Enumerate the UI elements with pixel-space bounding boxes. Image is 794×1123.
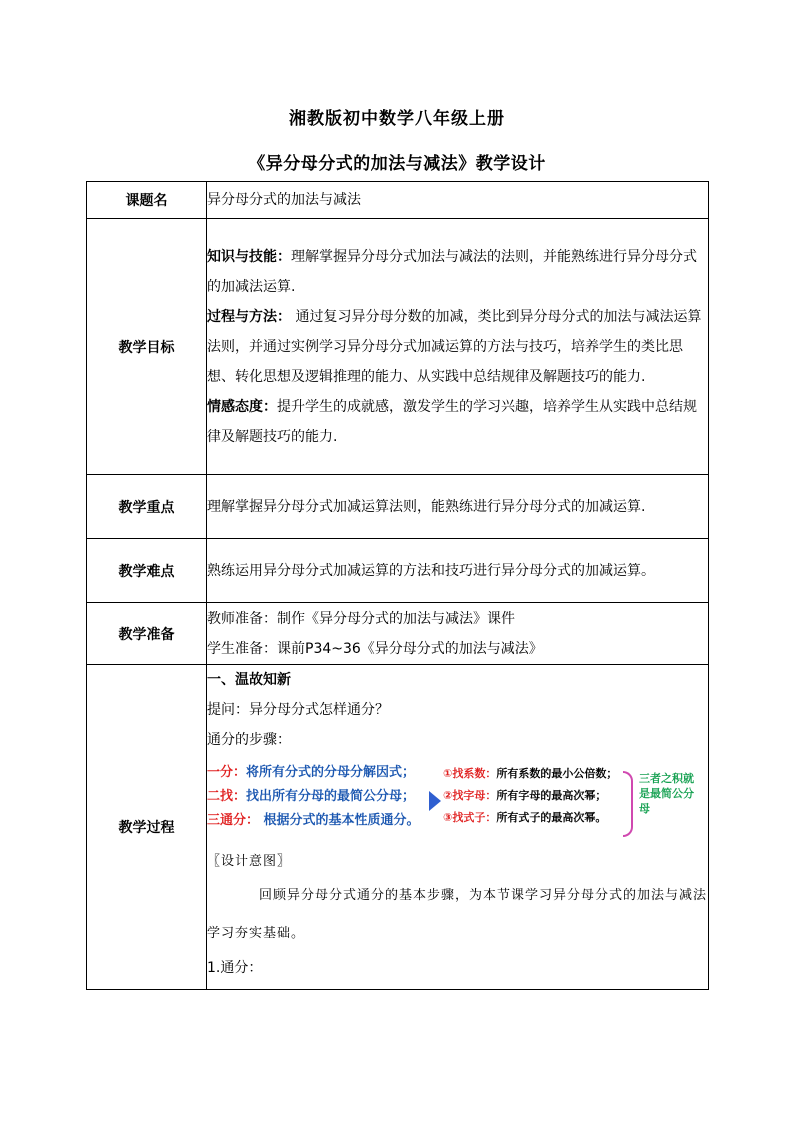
goal-knowledge-text: 理解掌握异分母分式加法与减法的法则，并能熟练进行异分母分式的加减法运算. xyxy=(207,248,697,295)
steps-summary: 三者之积就是最简公分母 xyxy=(639,772,694,815)
goal-process-head: 过程与方法： xyxy=(207,308,291,325)
step-2-key: 二找： xyxy=(207,789,247,804)
process-question: 提问：异分母分式怎样通分？ xyxy=(207,702,389,718)
step-3-text: 根据分式的基本性质通分。 xyxy=(259,813,420,828)
arrow-right-icon xyxy=(429,791,441,811)
find-1-text: 所有系数的最小公倍数； xyxy=(496,767,618,780)
row-difficulty xyxy=(87,539,709,603)
step-2-text: 找出所有分母的最简公分母； xyxy=(246,789,416,804)
steps-list xyxy=(207,761,420,833)
row-goals xyxy=(87,219,709,475)
find-2-text: 所有字母的最高次幂； xyxy=(496,789,607,802)
find-1-key: ①找系数： xyxy=(443,767,497,780)
step-1 xyxy=(207,761,420,785)
goal-emotion xyxy=(207,392,708,452)
goal-knowledge xyxy=(207,242,708,302)
step-3 xyxy=(207,809,420,833)
find-3 xyxy=(443,807,617,829)
step-3-key: 三通分： xyxy=(207,813,260,828)
find-list xyxy=(443,763,617,829)
prep-teacher: 教师准备：制作《异分母分式的加法与减法》课件 xyxy=(207,610,515,627)
find-3-text: 所有式子的最高次幂。 xyxy=(496,811,607,824)
common-denominator-steps-graphic xyxy=(207,761,708,845)
row-process xyxy=(87,665,709,990)
design-intent-text: 回顾异分母分式通分的基本步骤，为本节课学习异分母分式的加法与减法学习夯实基础。 xyxy=(207,888,708,941)
value-goals xyxy=(207,219,709,475)
find-3-key: ③找式子： xyxy=(443,811,497,824)
prep-student: 学生准备：课前P34~36《异分母分式的加法与减法》 xyxy=(207,640,543,657)
find-2 xyxy=(443,785,617,807)
label-difficulty: 教学难点 xyxy=(87,539,207,603)
value-key-point: 理解掌握异分母分式加减运算法则，能熟练进行异分母分式的加减运算. xyxy=(207,475,709,539)
value-difficulty: 熟练运用异分母分式加减运算的方法和技巧进行异分母分式的加减运算。 xyxy=(207,539,709,603)
design-intent-heading: 〖设计意图〗 xyxy=(207,854,292,869)
label-goals: 教学目标 xyxy=(87,219,207,475)
doc-title-line1: 湘教版初中数学八年级上册 xyxy=(289,109,505,129)
row-key-point xyxy=(87,475,709,539)
process-section1: 一、温故知新 xyxy=(207,672,291,688)
find-1 xyxy=(443,763,617,785)
goal-emotion-text: 提升学生的成就感，激发学生的学习兴趣，培养学生从实践中总结规律及解题技巧的能力. xyxy=(207,398,697,445)
step-2 xyxy=(207,785,420,809)
process-steps-intro: 通分的步骤： xyxy=(207,732,291,748)
find-2-key: ②找字母： xyxy=(443,789,497,802)
value-preparation xyxy=(207,603,709,665)
row-preparation xyxy=(87,603,709,665)
step-1-key: 一分： xyxy=(207,765,247,780)
label-preparation: 教学准备 xyxy=(87,603,207,665)
doc-title-line2: 《异分母分式的加法与减法》教学设计 xyxy=(248,154,546,174)
process-item-1: 1.通分： xyxy=(207,960,263,976)
row-topic xyxy=(87,182,709,219)
goal-process xyxy=(207,302,708,392)
value-topic: 异分母分式的加法与减法 xyxy=(207,182,709,219)
goal-knowledge-head: 知识与技能： xyxy=(207,248,291,265)
goal-process-text: 通过复习异分母分数的加减，类比到异分母分式的加法与减法运算法则，并通过实例学习异分母分式加减运算的方法与技巧，培养学生的类比思想、转化思想及逻辑推理的能力、从实践中总结规律及解题技巧的能力. xyxy=(207,308,702,385)
value-process xyxy=(207,665,709,990)
lesson-plan-table xyxy=(86,181,709,990)
goal-emotion-head: 情感态度： xyxy=(207,398,277,415)
label-key-point: 教学重点 xyxy=(87,475,207,539)
step-1-text: 将所有分式的分母分解因式； xyxy=(246,765,416,780)
label-process: 教学过程 xyxy=(87,665,207,990)
right-brace-icon xyxy=(623,771,633,837)
label-topic: 课题名 xyxy=(87,182,207,219)
